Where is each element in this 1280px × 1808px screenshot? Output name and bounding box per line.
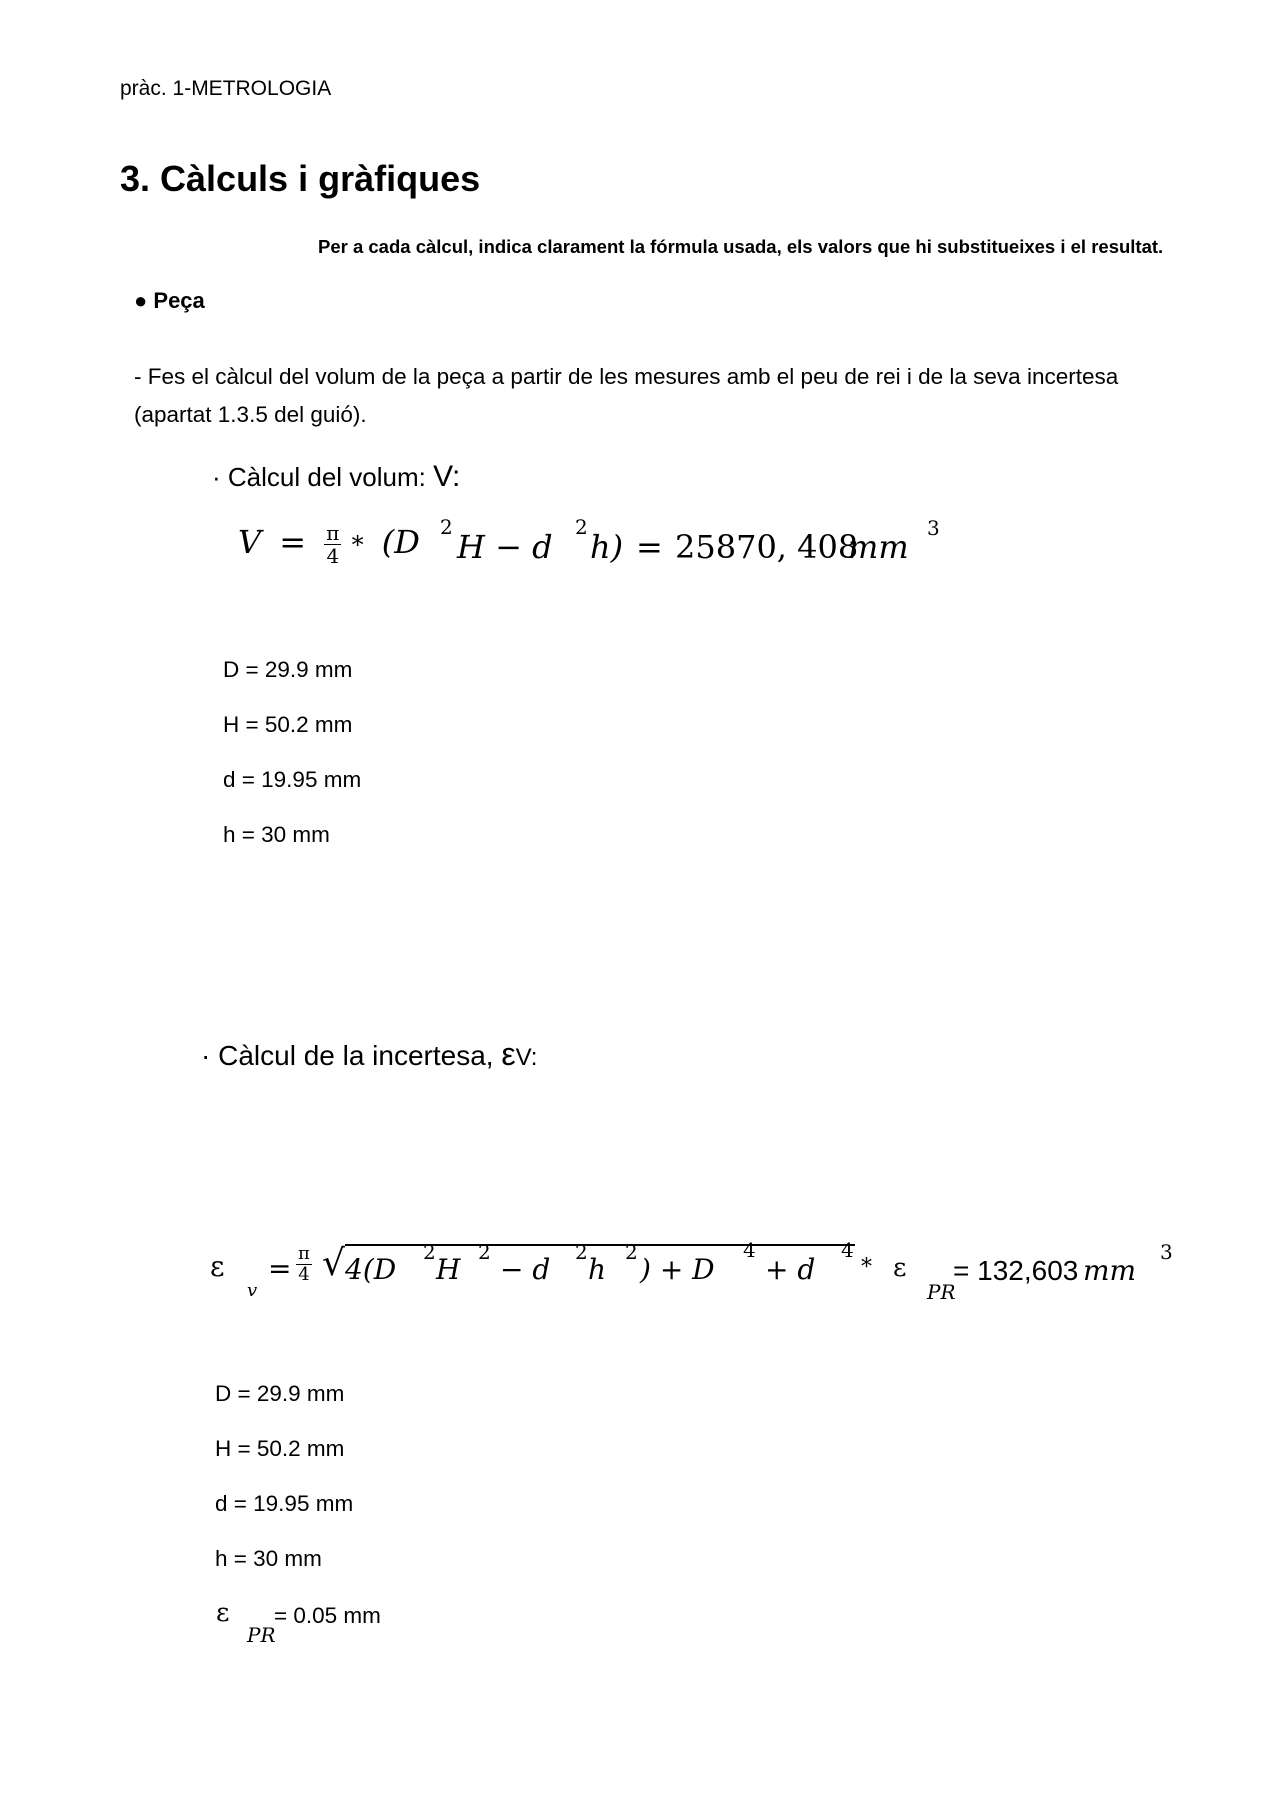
unc-plus-d: + d — [765, 1253, 816, 1286]
unc-exp3: 3 — [1160, 1240, 1173, 1264]
formula-result: 25870, 408 — [675, 528, 859, 566]
unc-h: h — [588, 1253, 607, 1286]
formula-eq: = — [279, 523, 307, 561]
unc-var-H: H = 50.2 mm — [215, 1436, 345, 1461]
uncertainty-heading-text: · Càlcul de la incertesa, — [201, 1040, 502, 1071]
formula-lhs: V — [238, 523, 262, 561]
formula-eq2: = — [636, 528, 663, 566]
frac-num: π — [326, 521, 340, 545]
formula-unit: mm — [848, 528, 909, 566]
bullet-peca: ● Peça — [134, 288, 205, 313]
task-text: - Fes el càlcul del volum de la peça a partir de les mesures amb el peu de rei i de la seva incertesa (apartat 1.3.5 del guió). — [134, 364, 1119, 427]
frac-den: 4 — [326, 544, 340, 568]
sqrt-bar — [345, 1244, 855, 1246]
volume-heading-symbol: V: — [433, 460, 461, 493]
uncertainty-heading-symbol: ε — [501, 1036, 516, 1072]
unc-sqrt: √ — [322, 1243, 345, 1284]
volume-var-H: H = 50.2 mm — [223, 712, 353, 737]
unc-e2: 2 — [478, 1240, 491, 1264]
instruction-text: Per a cada càlcul, indica clarament la fórmula usada, els valors que hi substitueixes i el resultat. — [318, 236, 1164, 257]
formula-close: h) — [590, 528, 624, 566]
volume-heading-text: · Càlcul del volum: — [212, 462, 434, 492]
volume-heading — [212, 460, 460, 494]
unc-frac-den: 4 — [298, 1264, 310, 1285]
volume-var-h: h = 30 mm — [223, 822, 330, 847]
unc-var-eps-value: = 0.05 mm — [274, 1603, 381, 1628]
unc-e4: 2 — [625, 1240, 638, 1264]
volume-var-d: d = 19.95 mm — [223, 767, 362, 792]
formula-open: (D — [381, 523, 420, 561]
unc-minus-d: − d — [500, 1253, 551, 1286]
unc-var-d: d = 19.95 mm — [215, 1491, 354, 1516]
unc-frac-num: π — [298, 1243, 310, 1264]
uncertainty-heading — [201, 1036, 537, 1073]
volume-var-D: D = 29.9 mm — [223, 657, 353, 682]
exp-3: 3 — [927, 516, 940, 540]
unc-eps2: ε — [893, 1253, 907, 1283]
unc-sub-v: v — [247, 1280, 258, 1301]
exp-2b: 2 — [575, 515, 588, 539]
unc-e6: 4 — [841, 1238, 854, 1262]
section-title: 3. Càlculs i gràfiques — [120, 158, 481, 199]
unc-eq: = — [268, 1252, 292, 1285]
unc-var-D: D = 29.9 mm — [215, 1381, 345, 1406]
unc-unit: mm — [1083, 1254, 1137, 1287]
formula-pi-over-4 — [324, 522, 341, 567]
unc-result: = 132,603 — [953, 1255, 1079, 1286]
unc-var-eps-sub: PR — [247, 1623, 276, 1647]
unc-pi-over-4 — [296, 1244, 312, 1285]
volume-formula — [238, 522, 420, 567]
formula-star: * — [351, 531, 364, 559]
unc-sub-pr: PR — [927, 1280, 956, 1304]
unc-var-h: h = 30 mm — [215, 1546, 322, 1571]
formula-mid: H − d — [457, 528, 553, 566]
unc-var-eps: ε — [216, 1598, 230, 1628]
exp-2a: 2 — [440, 515, 453, 539]
unc-e3: 2 — [575, 1240, 588, 1264]
uncertainty-heading-sub: V: — [515, 1044, 538, 1071]
unc-part2: ) + D — [640, 1253, 715, 1286]
page-header: pràc. 1-METROLOGIA — [120, 77, 332, 100]
unc-e1: 2 — [423, 1240, 436, 1264]
unc-H: H — [436, 1253, 461, 1286]
unc-star: * — [861, 1255, 872, 1280]
unc-eps: ε — [210, 1250, 225, 1283]
unc-part1: 4(D — [345, 1253, 397, 1286]
unc-e5: 4 — [743, 1238, 756, 1262]
